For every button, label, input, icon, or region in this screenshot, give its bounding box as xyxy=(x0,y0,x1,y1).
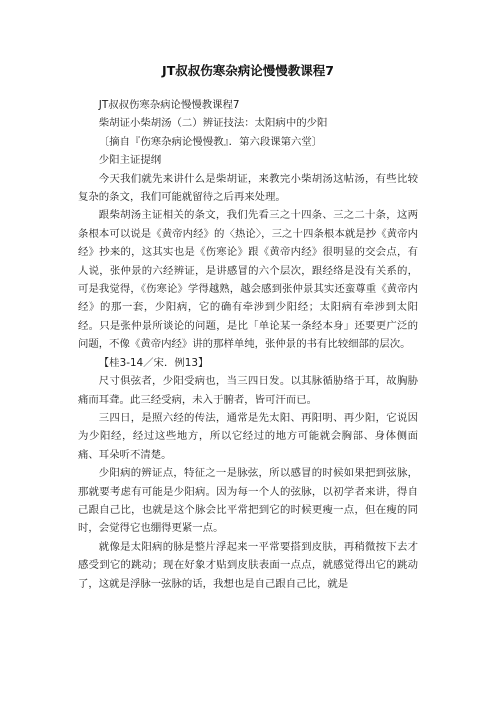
document-title: JT叔叔伤寒杂病论慢慢教课程7 xyxy=(162,63,334,78)
paragraph: 三四日，是照六经的传法，通常是先太阳、再阳明、再少阳，它说因为少阳经，经过这些地方，所以它经过的地方可能就会胸部、身体侧面痛、耳朵听不清楚。 xyxy=(78,411,418,461)
paragraph: 今天我们就先来讲什么是柴胡证，来教完小柴胡汤这帖汤，有些比较复杂的条文，我们可能就留待之后再来处理。 xyxy=(78,172,418,204)
paragraph: 跟柴胡汤主证相关的条文，我们先看三之十四条、三之二十条，这两条根本可以说是《黄帝内经》的〈热论〉，三之十四条根本就是抄《黄帝内经》抄来的，这其实也是《伤寒论》跟《黄帝内经》很明显的交会点，有人说，张仲景的六经辨证，是讲感冒的六个层次，跟经络是没有关系的，可是我觉得，《伤寒论》学得越熟，越会感到张仲景其实还蛮尊重《黄帝内经》的那一套，少阳病，它的确有牵涉到少阳经；太阳病有牵涉到太阳经。只是张仲景所谈论的问题，是比「单论某一条经本身」还要更广泛的问题，不像《黄帝内经》讲的那样单纯，张仲景的书有比较细部的层次。 xyxy=(78,209,418,351)
paragraph: 柴胡证小柴胡汤（二）辨证技法：太阳病中的少阳 xyxy=(98,117,328,130)
document-body xyxy=(78,96,418,593)
paragraph: 〔摘自『伤寒杂病论慢慢教』．第六段课第六堂〕 xyxy=(98,135,323,148)
paragraph: 少阳病的辨证点，特征之一是脉弦，所以感冒的时候如果把到弦脉，那就要考虑有可能是少阳病。因为每一个人的弦脉，以初学者来讲，得自己跟自己比，也就是这个脉会比平常把到它的时候更瘦一点，但在瘦的同时，会觉得它也绷得更紧一点。 xyxy=(78,467,418,535)
paragraph: 【桂3-14／宋．例13】 xyxy=(98,356,209,369)
paragraph: 少阳主证提纲 xyxy=(98,154,162,167)
paragraph: JT叔叔伤寒杂病论慢慢教课程7 xyxy=(98,99,240,111)
paragraph: 就像是太阳病的脉是整片浮起来一平常要搭到皮肤，再稍微按下去才感受到它的跳动；现在好象才贴到皮肤表面一点点，就感觉得出它的跳动了，这就是浮脉一弦脉的话，我想也是自己跟自己比，就是 xyxy=(78,540,418,590)
paragraph: 尺寸俱弦者，少阳受病也，当三四日发。以其脉循胁络于耳，故胸胁痛而耳聋。此三经受病，未入于腑者，皆可汗而已。 xyxy=(78,375,418,406)
